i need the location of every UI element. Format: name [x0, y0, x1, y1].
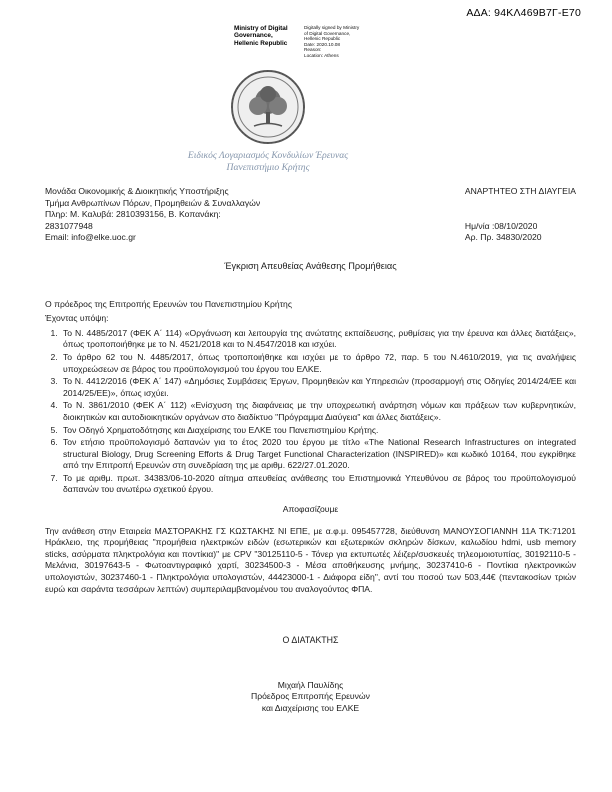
contact-email: Email: info@elke.uoc.gr: [45, 232, 136, 243]
legal-basis-item: 4. Το Ν. 3861/2010 (ΦΕΚ Α΄ 112) «Ενίσχυση της διαφάνειας με την υποχρεωτική ανάρτηση νόμων και πράξεων των κυβερνητικών, διοικητικών και αυτοδιοικητικών οργάνων στο διαδίκτυο "Πρόγραμμα Διαύγεια" και άλλες διατάξεις».: [60, 400, 576, 423]
signature-details: [304, 25, 390, 59]
signatory-role: και Διαχείρισης του ΕΛΚΕ: [261, 703, 360, 713]
signatory-role: Πρόεδρος Επιτροπής Ερευνών: [251, 691, 370, 702]
document-body: [45, 186, 576, 715]
organization-name-line: Ειδικός Λογαριασμός Κονδυλίων Έρευνας: [187, 150, 349, 161]
ada-number: ΑΔΑ: 94ΚΛ469Β7Γ-Ε70: [466, 7, 581, 19]
signature-detail-line: Date: 2020.10.08: [304, 41, 340, 47]
signatory-name: Μιχαήλ Παυλίδης: [277, 679, 344, 690]
document-meta-block: [465, 186, 576, 244]
organization-name: [118, 150, 418, 174]
protocol-number: Αρ. Πρ. 34830/2020: [464, 232, 542, 243]
digital-signature-block: [234, 25, 390, 59]
signoff-block: [45, 680, 576, 715]
legal-basis-item: 7. Το με αριθμ. πρωτ. 34383/06-10-2020 αίτημα απευθείας ανάθεσης του Επιστημονικά Υπευθύνου σε βάρος του προϋπολογισμού δαπανών του ανωτέρω σχετικού έργου.: [60, 473, 576, 496]
legal-basis-item: 2. Το άρθρο 62 του Ν. 4485/2017, όπως τροποποιήθηκε και ισχύει με το άρθρο 72, παρ. 5 του Ν.4610/2019, για τις αναλήψεις υποχρεώσεων σε βάρος του προϋπολογισμού του έργου του ΕΛΚΕ.: [60, 352, 576, 375]
signature-detail-line: Hellenic Republic: [304, 36, 341, 42]
legal-basis-item: 1. Το Ν. 4485/2017 (ΦΕΚ Α΄ 114) «Οργάνωση και λειτουργία της ανώτατης εκπαίδευσης, ρυθμίσεις για την έρευνα και άλλες διατάξεις», όπως τροποποιήθηκε με το Ν. 4521/2018 και το Ν.4547/2018 και ισχύει.: [60, 328, 576, 351]
letterhead-info-row: [45, 186, 576, 244]
organization-name-line: Πανεπιστήμιο Κρήτης: [226, 162, 310, 173]
contact-department: Τμήμα Ανθρωπίνων Πόρων, Προμηθειών & Συναλλαγών: [45, 197, 261, 208]
signature-detail-line: of Digital Governance,: [304, 30, 351, 36]
document-title: Έγκριση Απευθείας Ανάθεσης Προμήθειας: [224, 260, 397, 271]
signature-detail-line: Location: Athens: [304, 52, 339, 58]
diavgeia-label: ΑΝΑΡΤΗΤΕΟ ΣΤΗ ΔΙΑΥΓΕΙΑ: [464, 186, 576, 196]
organization-logo-block: [118, 68, 418, 174]
signature-detail-line: Reason:: [304, 47, 322, 53]
contact-persons: Πληρ: Μ. Καλυβά: 2810393156, Β. Κοπανάκη:: [45, 209, 221, 220]
document-date: Ημ/νία :08/10/2020: [464, 220, 538, 231]
contact-unit: Μονάδα Οικονομικής & Διοικητικής Υποστήριξης: [45, 186, 229, 196]
contact-phone: 2831077948: [45, 220, 93, 231]
university-seal-icon: [230, 68, 306, 146]
orderer-label: Ο ΔΙΑΤΑΚΤΗΣ: [282, 635, 339, 646]
intro-having-regard: Έχοντας υπόψη:: [45, 313, 109, 324]
signature-authority-line: Hellenic Republic: [234, 39, 288, 47]
decision-body: Την ανάθεση στην Εταιρεία ΜΑΣΤΟΡΑΚΗΣ ΓΣ ΚΩΣΤΑΚΗΣ ΝΙ ΕΠΕ, με α.φ.μ. 095457728, διεύθυνση ΜΑΝΟΥΣΟΓΙΑΝΝΗ 11Α ΤΚ:71201 Ηράκλειο, της προμήθειας "προμήθεια ηλεκτρικών ειδών (εσωτερικών και εξωτερικών σκληρών δίσκων, καλωδίου hdmi, usb memory sticks, ασύρματα πληκτρολόγια και ποντίκια)" με CPV "30125110-5 - Τόνερ για εκτυπωτές λέιζερ/συσκευές τηλεομοιοτυπίας, 30192110-5 - Μελάνια, 30197643-5 - Φωτοαντιγραφικό χαρτί, 30234500-3 - Μέσα αποθήκευσης μνήμης, 30237410-6 - Ποντίκια ηλεκτρονικών υπολογιστών, 30237460-1 - Πληκτρολόγια υπολογιστών, 44423000-1 - Διάφορα είδη", αντί του ποσού των 503,44€ (πεντακοσίων τριών ευρώ και σαράντα τεσσάρων λεπτών) συμπεριλαμβανομένου του αναλογούντος ΦΠΑ.: [45, 525, 576, 594]
legal-basis-list: [60, 328, 576, 496]
decision-heading: Αποφασίζουμε: [282, 504, 339, 515]
signature-detail-line: Digitally signed by Ministry: [304, 25, 360, 30]
signature-authority-line: Ministry of Digital: [234, 25, 288, 32]
signature-authority-line: Governance,: [234, 32, 273, 40]
signature-authority: [234, 25, 298, 59]
legal-basis-item: 3. Το Ν. 4412/2016 (ΦΕΚ Α΄ 147) «Δημόσιες Συμβάσεις Έργων, Προμηθειών και Υπηρεσιών (προσαρμογή στις Οδηγίες 2014/24/ΕΕ και 2014/25/ΕΕ)», όπως ισχύει.: [60, 376, 576, 399]
intro-issuer: Ο πρόεδρος της Επιτροπής Ερευνών του Πανεπιστημίου Κρήτης: [45, 298, 292, 309]
legal-basis-item: 5. Τον Οδηγό Χρηματοδότησης και Διαχείρισης του ΕΛΚΕ του Πανεπιστημίου Κρήτης.: [60, 425, 576, 437]
contact-block: [45, 186, 260, 244]
legal-basis-item: 6. Τον ετήσιο προϋπολογισμό δαπανών για το έτος 2020 του έργου με τίτλο «The National Research Infrastructures on integrated structural Biology, Drug Screening Efforts & Drug Target Functional Characterization (INSPIRED)» και κωδικό 10164, που εγκρίθηκε από την Επιτροπή Ερευνών στη συνεδρίαση της με αριθμ. 622/27.01.2020.: [60, 437, 576, 472]
